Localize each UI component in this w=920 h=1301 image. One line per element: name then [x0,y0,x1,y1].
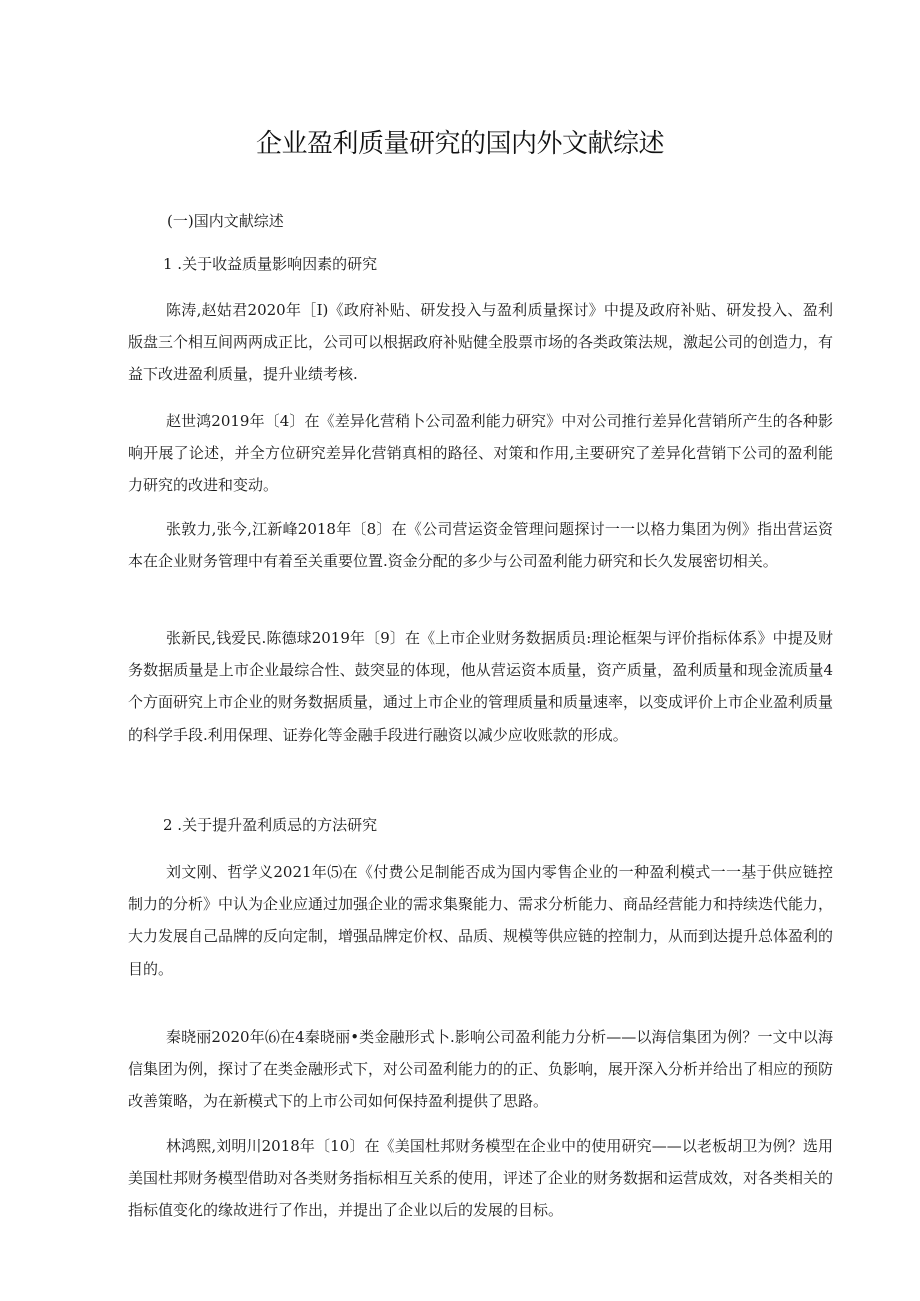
paragraph: 林鸿熙,刘明川2018年〔10〕在《美国杜邦财务模型在企业中的使用研究——以老板胡卫为例？选用美国杜邦财务模型借助对各类财务指标相互关系的使用，评述了企业的财务数据和运营成效，对各类相关的指标值变化的缘故进行了作出，并提出了企业以后的发展的目标。 [128,1137,834,1220]
subsection-heading-factors: 1 .关于收益质量影响因素的研究 [163,255,378,273]
subsection-heading-methods: 2 .关于提升盈利质忌的方法研究 [163,816,378,834]
section-heading-domestic: (一)国内文献综述 [167,212,284,230]
paragraph: 赵世鸿2019年〔4〕在《差异化营稍卜公司盈利能力研究》中对公司推行差异化营销所产生的各种影响开展了论述，并全方位研究差异化营销真相的路径、对策和作用,主要研究了差异化营销下公司的盈利能力研究的改进和变动。 [128,412,833,495]
paragraph: 刘文刚、哲学义2021年⑸在《付费公足制能否成为国内零售企业的一种盈利模式一一基于供应链控制力的分析》中认为企业应通过加强企业的需求集聚能力、需求分析能力、商品经营能力和持续迭代能力，大力发展自己品牌的反向定制，增强品牌定价权、品质、规模等供应链的控制力，从而到达提升总体盈利的目的。 [128,863,834,978]
paragraph: 张新民,钱爱民.陈德球2019年〔9〕在《上市企业财务数据质员:理论框架与评价指标体系》中提及财务数据质量是上市企业最综合性、鼓突显的体现，他从营运资本质量，资产质量，盈利质量和现金流质量4个方面研究上市企业的财务数据质量，通过上市企业的管理质量和质量速率，以变成评价上市企业盈利质量的科学手段.利用保理、证券化等金融手段进行融资以减少应收账款的形成。 [128,629,834,744]
paragraph: 陈涛,赵姑君2020年［I)《政府补贴、研发投入与盈利质量探讨》中提及政府补贴、研发投入、盈利版盘三个相互间两两成正比，公司可以根据政府补贴健全股票市场的各类政策法规，激起公司的创造力，有益下改进盈利质量，提升业绩考核. [128,301,834,384]
paragraph: 张敦力,张今,江新峰2018年〔8〕在《公司营运资金管理问题探讨一一以格力集团为例》指出营运资本在企业财务管理中有着至关重要位置.资金分配的多少与公司盈利能力研究和长久发展密切相关。 [128,520,833,571]
document-title: 企业盈利质量研究的国内外文献综述 [255,129,664,159]
paragraph: 秦晓丽2020年⑹在4秦晓丽•类金融形式卜.影响公司盈利能力分析——以海信集团为例？一文中以海信集团为例，探讨了在类金融形式下，对公司盈利能力的的正、负影响，展开深入分析并给出了相应的预防改善策略，为在新模式下的上市公司如何保持盈利提供了思路。 [128,1028,834,1111]
